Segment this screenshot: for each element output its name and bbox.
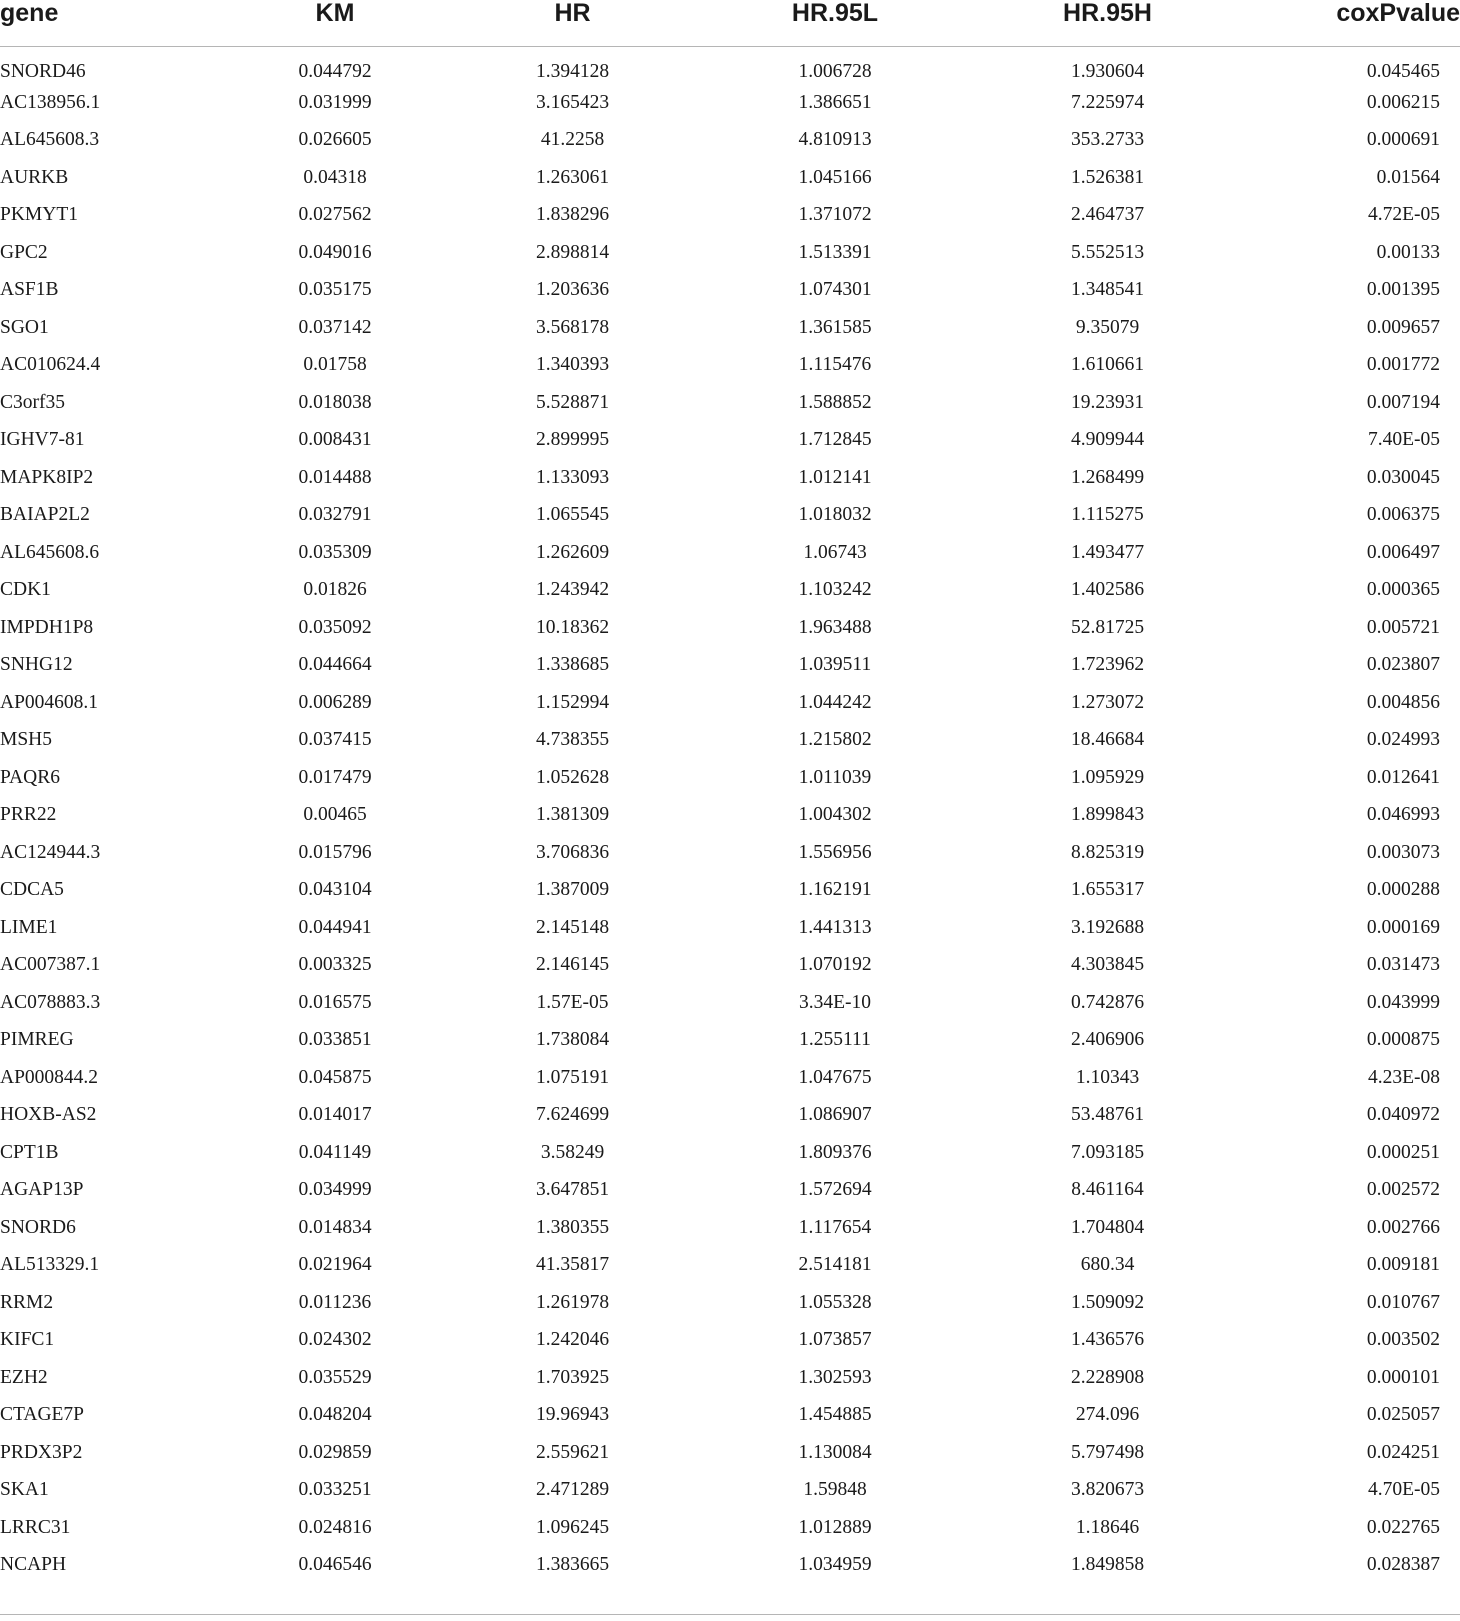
cell-coxpvalue: 0.046993 — [1366, 804, 1440, 826]
cell-gene: ASF1B — [0, 279, 59, 301]
cell-hr-95l: 1.012141 — [798, 466, 872, 488]
cell-hr: 2.145148 — [535, 916, 610, 938]
cell-hr-95l: 1.018032 — [798, 504, 872, 526]
table-row — [0, 872, 1460, 910]
cell-gene: C3orf35 — [0, 391, 65, 413]
cell-km: 0.044664 — [298, 654, 372, 676]
cell-hr-95l: 1.162191 — [798, 879, 872, 901]
cell-km: 0.01758 — [303, 354, 367, 376]
cell-gene: PRDX3P2 — [0, 1441, 83, 1463]
cell-hr-95h: 0.742876 — [1070, 991, 1145, 1013]
cell-km: 0.014488 — [298, 466, 372, 488]
cell-hr-95h: 2.406906 — [1070, 1029, 1145, 1051]
cell-hr: 2.146145 — [535, 954, 610, 976]
cell-hr: 4.738355 — [535, 729, 610, 751]
table-row — [0, 834, 1460, 872]
cell-hr-95h: 1.493477 — [1070, 541, 1145, 563]
cell-hr-95h: 5.552513 — [1070, 241, 1145, 263]
cell-hr-95h: 3.192688 — [1070, 916, 1145, 938]
cell-hr: 7.624699 — [535, 1104, 610, 1126]
cell-hr: 1.57E-05 — [536, 991, 609, 1013]
cell-coxpvalue: 0.002766 — [1366, 1216, 1440, 1238]
table-row — [0, 384, 1460, 422]
cell-km: 0.031999 — [298, 91, 372, 113]
cell-km: 0.034999 — [298, 1179, 372, 1201]
cell-km: 0.035175 — [298, 279, 372, 301]
cell-hr-95h: 274.096 — [1075, 1404, 1140, 1426]
cell-hr-95l: 1.006728 — [798, 60, 872, 82]
table-row — [0, 347, 1460, 385]
table-row — [0, 1472, 1460, 1510]
cell-coxpvalue: 0.01564 — [1376, 166, 1440, 188]
cell-coxpvalue: 0.000101 — [1366, 1366, 1440, 1388]
cell-coxpvalue: 0.028387 — [1366, 1554, 1440, 1576]
cell-gene: CDCA5 — [0, 879, 64, 901]
table-body — [0, 47, 1460, 1585]
cell-coxpvalue: 0.024251 — [1366, 1441, 1440, 1463]
cell-km: 0.024302 — [298, 1329, 372, 1351]
cell-hr-95l: 1.117654 — [798, 1216, 872, 1238]
cell-hr-95l: 1.06743 — [803, 541, 867, 563]
cell-coxpvalue: 0.043999 — [1366, 991, 1440, 1013]
cell-km: 0.00465 — [303, 804, 367, 826]
cell-hr: 1.838296 — [535, 204, 610, 226]
cell-hr-95h: 19.23931 — [1070, 391, 1145, 413]
cell-km: 0.045875 — [298, 1066, 372, 1088]
cell-hr: 1.242046 — [535, 1329, 610, 1351]
cell-hr: 1.261978 — [535, 1291, 610, 1313]
cell-coxpvalue: 4.70E-05 — [1367, 1479, 1440, 1501]
table-row — [0, 572, 1460, 610]
cell-hr-95l: 1.073857 — [798, 1329, 872, 1351]
cell-hr: 1.075191 — [535, 1066, 610, 1088]
cell-gene: RRM2 — [0, 1291, 54, 1313]
cell-gene: SKA1 — [0, 1479, 49, 1501]
cell-hr-95h: 353.2733 — [1070, 129, 1145, 151]
cell-hr-95h: 1.10343 — [1075, 1066, 1140, 1088]
cell-hr-95h: 18.46684 — [1070, 729, 1145, 751]
table-row — [0, 422, 1460, 460]
table-row — [0, 1547, 1460, 1585]
table-row — [0, 1172, 1460, 1210]
cell-hr-95h: 1.268499 — [1070, 466, 1145, 488]
cell-coxpvalue: 0.000691 — [1366, 129, 1440, 151]
cell-hr: 1.262609 — [535, 541, 610, 563]
cell-hr-95h: 7.225974 — [1070, 91, 1145, 113]
cell-hr: 1.338685 — [535, 654, 610, 676]
cell-coxpvalue: 0.009657 — [1366, 316, 1440, 338]
cell-hr-95l: 1.386651 — [798, 91, 872, 113]
table-header — [0, 0, 1460, 47]
cell-gene: AL513329.1 — [0, 1254, 100, 1276]
cell-km: 0.035309 — [298, 541, 372, 563]
cell-hr-95h: 1.273072 — [1070, 691, 1145, 713]
cell-hr-95l: 1.513391 — [798, 241, 872, 263]
cell-coxpvalue: 0.045465 — [1366, 60, 1440, 82]
cell-hr-95h: 1.723962 — [1070, 654, 1145, 676]
cell-hr-95l: 1.055328 — [798, 1291, 872, 1313]
cell-hr-95l: 1.361585 — [798, 316, 872, 338]
table-row — [0, 197, 1460, 235]
cell-gene: SNHG12 — [0, 654, 73, 676]
column-header-gene: gene — [0, 0, 235, 47]
table-row — [0, 722, 1460, 760]
table-row — [0, 272, 1460, 310]
cell-coxpvalue: 0.012641 — [1366, 766, 1440, 788]
cell-gene: GPC2 — [0, 241, 48, 263]
cell-hr-95h: 1.610661 — [1070, 354, 1145, 376]
cell-km: 0.01826 — [303, 579, 367, 601]
table-row — [0, 309, 1460, 347]
cell-hr: 3.165423 — [535, 91, 610, 113]
cell-hr-95h: 1.115275 — [1071, 504, 1144, 526]
cell-km: 0.04318 — [303, 166, 367, 188]
cell-gene: PAQR6 — [0, 766, 60, 788]
cell-hr-95l: 1.130084 — [798, 1441, 872, 1463]
table-row — [0, 122, 1460, 160]
cell-hr: 1.152994 — [535, 691, 610, 713]
cell-km: 0.037415 — [298, 729, 372, 751]
cell-gene: AC007387.1 — [0, 954, 101, 976]
cell-hr: 1.703925 — [535, 1366, 610, 1388]
cell-hr: 3.647851 — [535, 1179, 610, 1201]
cell-coxpvalue: 0.005721 — [1366, 616, 1440, 638]
cell-hr: 3.58249 — [540, 1141, 605, 1163]
cell-gene: NCAPH — [0, 1554, 67, 1576]
cell-gene: PIMREG — [0, 1029, 74, 1051]
table-row — [0, 534, 1460, 572]
cell-gene: AP004608.1 — [0, 691, 99, 713]
cell-hr: 1.394128 — [535, 60, 610, 82]
table-row — [0, 497, 1460, 535]
cell-hr-95l: 1.809376 — [798, 1141, 872, 1163]
cell-hr-95h: 8.461164 — [1071, 1179, 1144, 1201]
table-row — [0, 47, 1460, 85]
cell-hr-95h: 1.849858 — [1070, 1554, 1145, 1576]
cell-hr-95h: 1.526381 — [1070, 166, 1145, 188]
cell-km: 0.026605 — [298, 129, 372, 151]
table-row — [0, 234, 1460, 272]
cell-hr-95h: 2.464737 — [1070, 204, 1145, 226]
cell-km: 0.033851 — [298, 1029, 372, 1051]
cell-km: 0.003325 — [298, 954, 372, 976]
cell-hr: 2.898814 — [535, 241, 610, 263]
cell-km: 0.006289 — [298, 691, 372, 713]
cell-hr-95h: 52.81725 — [1070, 616, 1145, 638]
cell-coxpvalue: 0.010767 — [1366, 1291, 1440, 1313]
cell-km: 0.014834 — [298, 1216, 372, 1238]
cell-hr-95l: 1.255111 — [799, 1029, 871, 1051]
cell-coxpvalue: 0.007194 — [1366, 391, 1440, 413]
cell-coxpvalue: 4.23E-08 — [1367, 1066, 1440, 1088]
cell-hr-95l: 1.034959 — [798, 1554, 872, 1576]
cell-gene: KIFC1 — [0, 1329, 55, 1351]
cell-hr: 1.387009 — [535, 879, 610, 901]
cell-km: 0.035529 — [298, 1366, 372, 1388]
cell-hr-95h: 4.909944 — [1070, 429, 1145, 451]
cell-hr-95l: 3.34E-10 — [798, 991, 872, 1013]
cell-gene: SNORD46 — [0, 60, 86, 82]
table-row — [0, 159, 1460, 197]
cell-hr: 1.738084 — [535, 1029, 610, 1051]
cell-km: 0.008431 — [298, 429, 372, 451]
cell-hr-95h: 1.348541 — [1070, 279, 1145, 301]
cell-hr-95l: 1.044242 — [798, 691, 872, 713]
cell-hr-95h: 8.825319 — [1070, 841, 1145, 863]
cell-km: 0.049016 — [298, 241, 372, 263]
cell-hr-95l: 1.588852 — [798, 391, 872, 413]
cell-hr-95h: 680.34 — [1080, 1254, 1135, 1276]
cell-hr-95l: 1.039511 — [798, 654, 872, 676]
cell-hr-95l: 1.086907 — [798, 1104, 872, 1126]
cell-hr-95h: 1.899843 — [1070, 804, 1145, 826]
column-header-coxpvalue: coxPvalue — [1255, 0, 1460, 47]
table-row — [0, 1134, 1460, 1172]
cell-hr-95h: 1.704804 — [1070, 1216, 1145, 1238]
cell-hr: 10.18362 — [535, 616, 610, 638]
cell-coxpvalue: 0.000251 — [1366, 1141, 1440, 1163]
table-row — [0, 84, 1460, 122]
cell-hr-95h: 2.228908 — [1070, 1366, 1145, 1388]
cell-hr-95l: 1.070192 — [798, 954, 872, 976]
cell-km: 0.032791 — [298, 504, 372, 526]
cell-gene: AP000844.2 — [0, 1066, 99, 1088]
cell-hr: 19.96943 — [535, 1404, 610, 1426]
cell-hr-95l: 4.810913 — [798, 129, 872, 151]
cell-hr-95l: 1.045166 — [798, 166, 872, 188]
cell-coxpvalue: 0.024993 — [1366, 729, 1440, 751]
cell-hr-95l: 1.115476 — [798, 354, 872, 376]
cell-coxpvalue: 0.001395 — [1366, 279, 1440, 301]
cell-km: 0.035092 — [298, 616, 372, 638]
cell-hr-95l: 1.004302 — [798, 804, 872, 826]
cell-hr: 1.380355 — [535, 1216, 610, 1238]
table-row — [0, 1247, 1460, 1285]
column-header-km: KM — [235, 0, 435, 47]
cell-hr-95l: 1.556956 — [798, 841, 872, 863]
cell-gene: IMPDH1P8 — [0, 616, 94, 638]
table-row — [0, 1284, 1460, 1322]
column-header-hr-95h: HR.95H — [960, 0, 1255, 47]
table-row — [0, 797, 1460, 835]
cell-hr-95h: 53.48761 — [1070, 1104, 1145, 1126]
cell-hr: 2.559621 — [535, 1441, 610, 1463]
cell-hr: 3.568178 — [535, 316, 610, 338]
cell-km: 0.011236 — [298, 1291, 372, 1313]
cell-km: 0.021964 — [298, 1254, 372, 1276]
cell-coxpvalue: 0.023807 — [1366, 654, 1440, 676]
column-header-hr: HR — [435, 0, 710, 47]
table-row — [0, 1022, 1460, 1060]
cell-coxpvalue: 0.000365 — [1366, 579, 1440, 601]
cell-gene: LRRC31 — [0, 1516, 71, 1538]
cell-gene: AC138956.1 — [0, 91, 101, 113]
table-bottom-rule — [0, 1614, 1460, 1615]
cell-coxpvalue: 0.031473 — [1366, 954, 1440, 976]
cell-km: 0.046546 — [298, 1554, 372, 1576]
cell-hr: 1.381309 — [535, 804, 610, 826]
cell-km: 0.018038 — [298, 391, 372, 413]
cell-coxpvalue: 0.022765 — [1366, 1516, 1440, 1538]
table-row — [0, 647, 1460, 685]
cell-km: 0.017479 — [298, 766, 372, 788]
cell-hr-95h: 3.820673 — [1070, 1479, 1145, 1501]
cell-hr-95l: 1.302593 — [798, 1366, 872, 1388]
table-row — [0, 1434, 1460, 1472]
cell-gene: PKMYT1 — [0, 204, 79, 226]
cell-hr: 1.052628 — [535, 766, 610, 788]
cell-hr: 1.203636 — [535, 279, 610, 301]
cell-hr: 5.528871 — [535, 391, 610, 413]
cell-hr: 2.471289 — [535, 1479, 610, 1501]
cell-coxpvalue: 0.006215 — [1366, 91, 1440, 113]
cell-km: 0.029859 — [298, 1441, 372, 1463]
cell-hr-95l: 2.514181 — [798, 1254, 872, 1276]
cell-gene: AGAP13P — [0, 1179, 84, 1201]
table-row — [0, 1322, 1460, 1360]
column-header-hr-95l: HR.95L — [710, 0, 960, 47]
cell-gene: AL645608.6 — [0, 541, 100, 563]
cell-coxpvalue: 0.009181 — [1366, 1254, 1440, 1276]
cell-hr-95h: 1.402586 — [1070, 579, 1145, 601]
cell-coxpvalue: 0.002572 — [1366, 1179, 1440, 1201]
cell-gene: AURKB — [0, 166, 69, 188]
cell-hr-95h: 1.095929 — [1070, 766, 1145, 788]
cell-hr: 2.899995 — [535, 429, 610, 451]
cell-hr-95l: 1.712845 — [798, 429, 872, 451]
header-row — [0, 0, 1460, 47]
cell-km: 0.027562 — [298, 204, 372, 226]
cell-hr-95l: 1.963488 — [798, 616, 872, 638]
cell-hr-95l: 1.074301 — [798, 279, 872, 301]
cell-coxpvalue: 0.003502 — [1366, 1329, 1440, 1351]
cell-gene: BAIAP2L2 — [0, 504, 90, 526]
cell-km: 0.037142 — [298, 316, 372, 338]
cell-coxpvalue: 0.000288 — [1366, 879, 1440, 901]
table-row — [0, 459, 1460, 497]
cell-coxpvalue: 0.030045 — [1366, 466, 1440, 488]
cell-gene: AC124944.3 — [0, 841, 101, 863]
cell-hr-95h: 4.303845 — [1070, 954, 1145, 976]
cell-hr: 3.706836 — [535, 841, 610, 863]
cell-coxpvalue: 0.00133 — [1376, 241, 1440, 263]
cell-coxpvalue: 0.004856 — [1366, 691, 1440, 713]
cell-km: 0.041149 — [298, 1141, 372, 1163]
cell-gene: MAPK8IP2 — [0, 466, 94, 488]
cell-gene: EZH2 — [0, 1366, 48, 1388]
cell-gene: PRR22 — [0, 804, 57, 826]
cell-hr-95l: 1.215802 — [798, 729, 872, 751]
table-row — [0, 909, 1460, 947]
cell-coxpvalue: 0.006375 — [1366, 504, 1440, 526]
cell-hr: 41.2258 — [540, 129, 605, 151]
cell-hr-95l: 1.047675 — [798, 1066, 872, 1088]
cell-gene: HOXB-AS2 — [0, 1104, 97, 1126]
cell-hr: 1.383665 — [535, 1554, 610, 1576]
table-row — [0, 1509, 1460, 1547]
table-row — [0, 684, 1460, 722]
table-row — [0, 1397, 1460, 1435]
cell-gene: AC010624.4 — [0, 354, 101, 376]
cell-gene: CTAGE7P — [0, 1404, 85, 1426]
cell-gene: SGO1 — [0, 316, 49, 338]
cell-hr: 1.065545 — [535, 504, 610, 526]
cell-hr-95l: 1.103242 — [798, 579, 872, 601]
cell-coxpvalue: 0.000875 — [1366, 1029, 1440, 1051]
cell-hr-95h: 1.436576 — [1070, 1329, 1145, 1351]
cell-km: 0.048204 — [298, 1404, 372, 1426]
cell-hr-95h: 1.930604 — [1070, 60, 1145, 82]
cell-gene: LIME1 — [0, 916, 58, 938]
cell-hr-95h: 7.093185 — [1070, 1141, 1145, 1163]
cell-km: 0.016575 — [298, 991, 372, 1013]
cell-gene: IGHV7-81 — [0, 429, 85, 451]
cell-gene: CDK1 — [0, 579, 51, 601]
cell-hr-95h: 1.655317 — [1070, 879, 1145, 901]
cell-gene: MSH5 — [0, 729, 53, 751]
cell-km: 0.024816 — [298, 1516, 372, 1538]
cell-gene: AC078883.3 — [0, 991, 101, 1013]
cell-km: 0.043104 — [298, 879, 372, 901]
cell-gene: AL645608.3 — [0, 129, 100, 151]
table-row — [0, 947, 1460, 985]
cell-coxpvalue: 0.025057 — [1366, 1404, 1440, 1426]
table-row — [0, 759, 1460, 797]
cell-gene: CPT1B — [0, 1141, 59, 1163]
table-row — [0, 1097, 1460, 1135]
cell-hr: 1.340393 — [535, 354, 610, 376]
table-row — [0, 984, 1460, 1022]
cell-km: 0.015796 — [298, 841, 372, 863]
cell-coxpvalue: 0.000169 — [1366, 916, 1440, 938]
cell-coxpvalue: 0.040972 — [1366, 1104, 1440, 1126]
table-row — [0, 1059, 1460, 1097]
cell-hr-95l: 1.59848 — [803, 1479, 867, 1501]
cell-km: 0.044941 — [298, 916, 372, 938]
cell-hr: 1.096245 — [535, 1516, 610, 1538]
cell-km: 0.014017 — [298, 1104, 372, 1126]
cell-coxpvalue: 7.40E-05 — [1367, 429, 1440, 451]
cell-km: 0.033251 — [298, 1479, 372, 1501]
table-row — [0, 1209, 1460, 1247]
cell-hr-95l: 1.011039 — [798, 766, 872, 788]
table-row — [0, 609, 1460, 647]
cell-km: 0.044792 — [298, 60, 372, 82]
cell-coxpvalue: 0.006497 — [1366, 541, 1440, 563]
cell-hr-95l: 1.012889 — [798, 1516, 872, 1538]
cell-gene: SNORD6 — [0, 1216, 76, 1238]
cell-hr-95l: 1.572694 — [798, 1179, 872, 1201]
cell-hr: 41.35817 — [535, 1254, 610, 1276]
cell-hr-95l: 1.371072 — [798, 204, 872, 226]
cell-hr-95h: 1.509092 — [1070, 1291, 1145, 1313]
cell-coxpvalue: 0.001772 — [1366, 354, 1440, 376]
cell-hr: 1.133093 — [535, 466, 610, 488]
cell-coxpvalue: 4.72E-05 — [1367, 204, 1440, 226]
table-row — [0, 1359, 1460, 1397]
cell-hr-95h: 1.18646 — [1075, 1516, 1140, 1538]
cell-hr-95l: 1.441313 — [798, 916, 872, 938]
cell-coxpvalue: 0.003073 — [1366, 841, 1440, 863]
cell-hr-95l: 1.454885 — [798, 1404, 872, 1426]
cell-hr: 1.243942 — [535, 579, 610, 601]
cell-hr: 1.263061 — [535, 166, 610, 188]
cell-hr-95h: 5.797498 — [1070, 1441, 1145, 1463]
cell-hr-95h: 9.35079 — [1075, 316, 1140, 338]
